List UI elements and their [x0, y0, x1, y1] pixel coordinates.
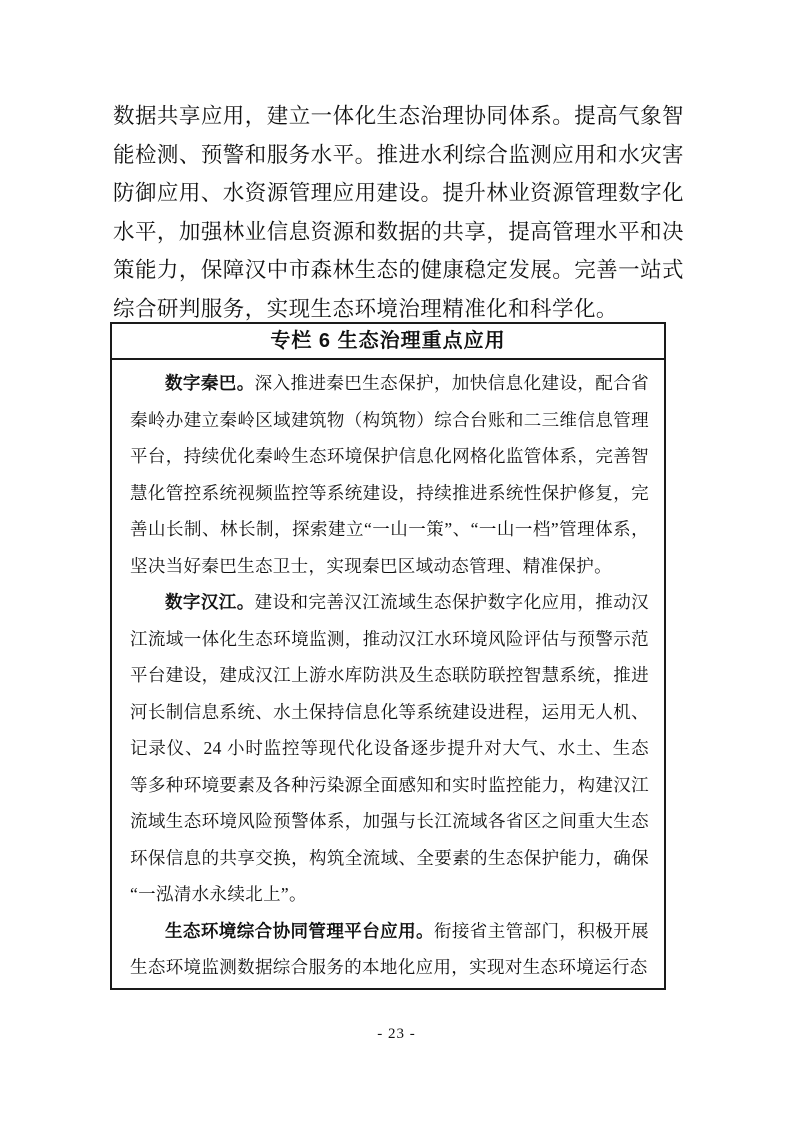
box-paragraph — [130, 913, 649, 986]
page-number: - 23 - — [377, 1026, 416, 1042]
box-paragraph — [130, 584, 649, 913]
box-paragraph-lead: 生态环境综合协同管理平台应用。 — [165, 920, 434, 941]
box-paragraph-lead: 数字汉江。 — [165, 592, 255, 612]
box-paragraph — [130, 365, 649, 584]
feature-box-body — [112, 360, 664, 986]
box-paragraph-lead: 数字秦巴。 — [165, 373, 255, 393]
box-paragraph-text: 建设和完善汉江流域生态保护数字化应用，推动汉江流域一体化生态环境监测，推动汉江水环境风险评估与预警示范平台建设，建成汉江上游水库防洪及生态联防联控智慧系统，推进河长制信息系统、水土保持信息化等系统建设进程，运用无人机、记录仪、24 小时监控等现代化设备逐步提升对大气、水土、生态等多种环境要素及各种污染源全面感知和实时监控能力，构建汉江流域生态环境风险预警体系，加强与长江流域各省区之间重大生态环保信息的共享交换，构筑全流域、全要素的生态保护能力，确保“一泓清水永续北上”。 — [130, 592, 650, 904]
box-paragraph-text: 深入推进秦巴生态保护，加快信息化建设，配合省秦岭办建立秦岭区域建筑物（构筑物）综合台账和二三维信息管理平台，持续优化秦岭生态环境保护信息化网格化监管体系，完善智慧化管控系统视频监控等系统建设，持续推进系统性保护修复，完善山长制、林长制，探索建立“一山一策”、“一山一档”管理体系，坚决当好秦巴生态卫士，实现秦巴区域动态管理、精准保护。 — [130, 373, 650, 576]
intro-paragraph: 数据共享应用，建立一体化生态治理协同体系。提高气象智能检测、预警和服务水平。推进水利综合监测应用和水灾害防御应用、水资源管理应用建设。提升林业资源管理数字化水平，加强林业信息资源和数据的共享，提高管理水平和决策能力，保障汉中市森林生态的健康稳定发展。完善一站式综合研判服务，实现生态环境治理精准化和科学化。 — [113, 104, 684, 321]
feature-box — [110, 322, 666, 990]
feature-box-title: 专栏 6 生态治理重点应用 — [112, 324, 664, 360]
box-paragraph-text: 衔接省主管部门，积极开展生态环境监测数据综合服务的本地化应用，实现对生态环境运行态 — [130, 920, 650, 977]
